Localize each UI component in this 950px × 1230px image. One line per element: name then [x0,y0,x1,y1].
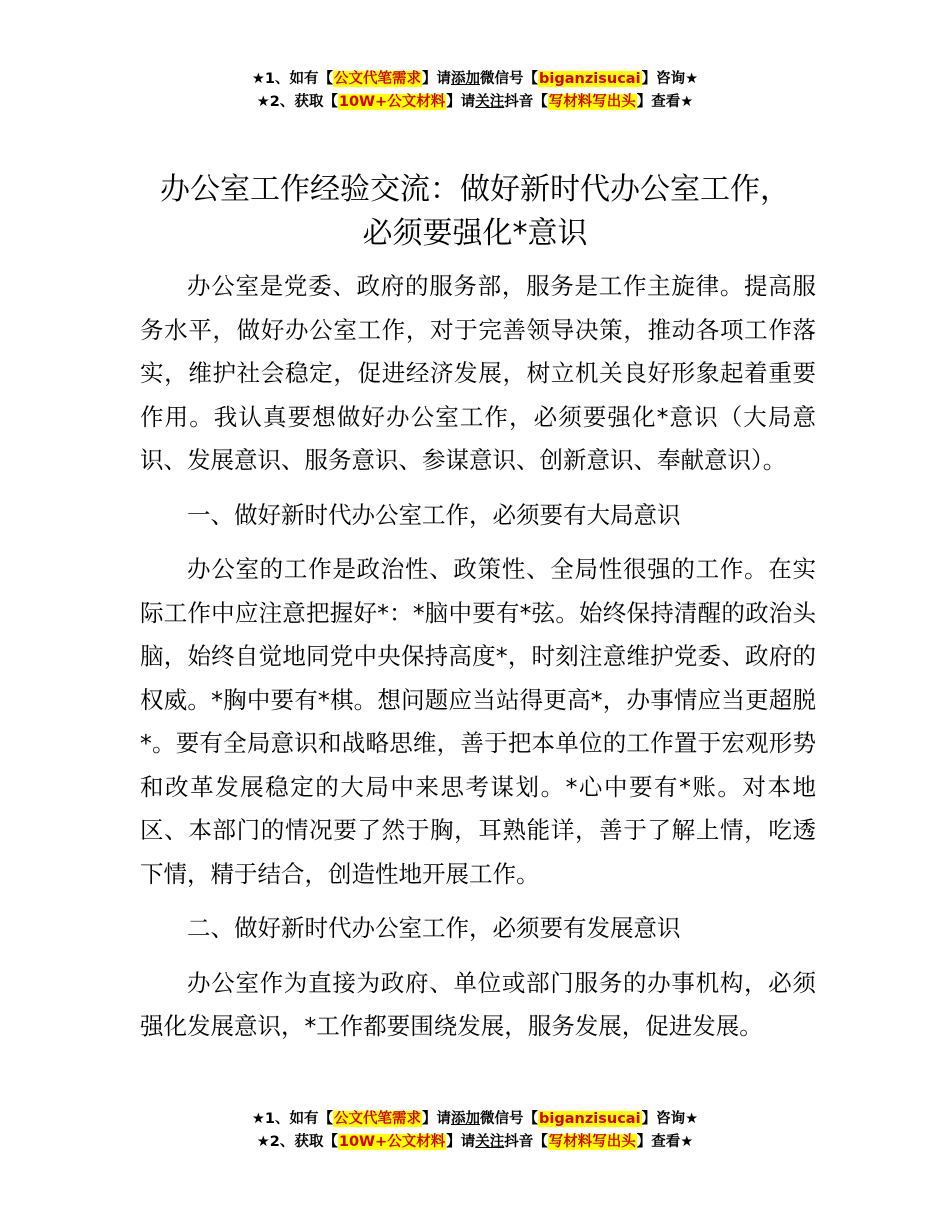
highlight-douyin-account: 写材料写出头 [548,94,636,110]
header-banner [0,68,950,114]
document-body [140,265,816,1049]
highlight-materials: 10W+公文材料 [338,94,446,110]
highlight-wechat-id: biganzisucai [539,71,641,87]
banner-line-2: ★2、获取【10W+公文材料】请关注抖音【写材料写出头】查看★ [256,94,694,110]
banner-line-1: ★1、如有【公文代笔需求】请添加微信号【biganzisucai】咨询★ [251,1111,699,1127]
banner-line-1: ★1、如有【公文代笔需求】请添加微信号【biganzisucai】咨询★ [251,71,699,87]
paragraph-intro: 办公室是党委、政府的服务部，服务是工作主旋律。提高服务水平，做好办公室工作，对于完善领导决策，推动各项工作落实，维护社会稳定，促进经济发展，树立机关良好形象起着重要作用。我认真要想做好办公室工作，必须要强化*意识（大局意识、发展意识、服务意识、参谋意识、创新意识、奉献意识）。 [140,272,816,474]
section-heading-1: 一、做好新时代办公室工作，必须要有大局意识 [187,500,681,529]
title-line-2: 必须要强化*意识 [362,216,588,251]
paragraph-section-2: 办公室作为直接为政府、单位或部门服务的办事机构，必须强化发展意识，*工作都要围绕发展，服务发展，促进发展。 [140,968,816,1040]
footer-banner [0,1108,950,1154]
banner-line-2: ★2、获取【10W+公文材料】请关注抖音【写材料写出头】查看★ [256,1134,694,1150]
highlight-douyin-account: 写材料写出头 [548,1134,636,1150]
highlight-wechat-id: biganzisucai [539,1111,641,1127]
highlight-materials: 10W+公文材料 [338,1134,446,1150]
highlight-service: 公文代笔需求 [334,71,422,87]
title-line-1: 办公室工作经验交流：做好新时代办公室工作， [160,172,790,207]
paragraph-section-1: 办公室的工作是政治性、政策性、全局性很强的工作。在实际工作中应注意把握好*：*脑中要有*弦。始终保持清醒的政治头脑，始终自觉地同党中央保持高度*，时刻注意维护党委、政府的权威。*胸中要有*棋。想问题应当站得更高*，办事情应当更超脱*。要有全局意识和战略思维，善于把本单位的工作置于宏观形势和改革发展稳定的大局中来思考谋划。*心中要有*账。对本地区、本部门的情况要了然于胸，耳熟能详，善于了解上情，吃透下情，精于结合，创造性地开展工作。 [140,555,816,888]
highlight-service: 公文代笔需求 [334,1111,422,1127]
document-title [100,168,850,256]
section-heading-2: 二、做好新时代办公室工作，必须要有发展意识 [187,914,681,942]
